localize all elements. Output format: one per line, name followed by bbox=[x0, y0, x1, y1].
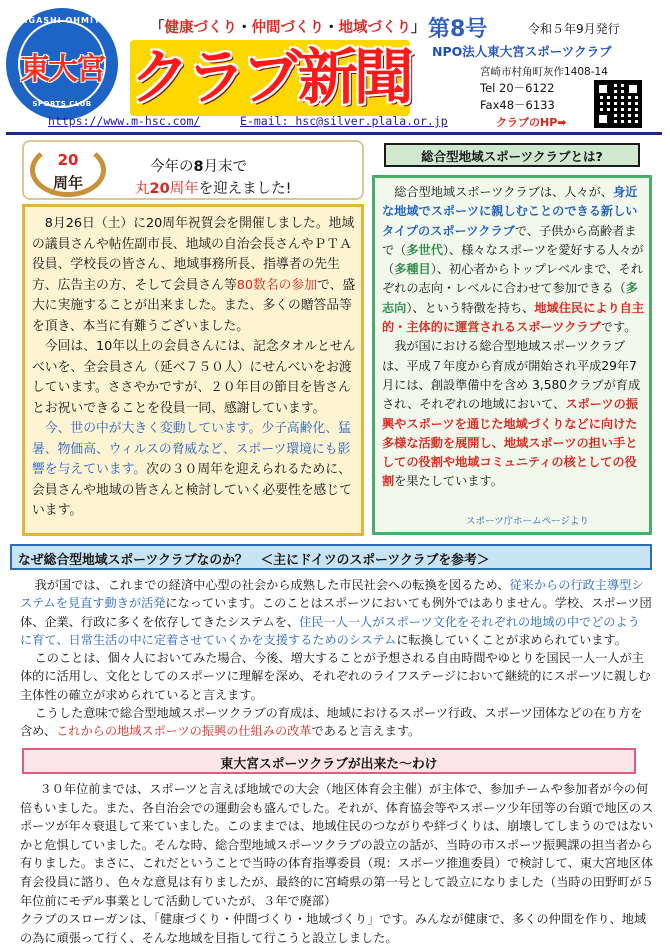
section-3-title: 東大宮スポーツクラブが出来た～わけ bbox=[220, 757, 438, 772]
paragraph: 8月26日（土）に20周年祝賀会を開催しました。地域の議員さんや帖佐副市長、地域の自治会長さんやＰＴＡ役員、学校長の皆さん、地域事務所長、指導者の先生方、広告主の方、そして会員さん等80数名の参加で、盛大に実施することが出来ました。また、多くの贈答品等を頂き、本当に有難うございました。 bbox=[32, 216, 356, 334]
qr-finder-icon bbox=[596, 112, 610, 126]
issue-date: 令和５年9月発行 bbox=[528, 22, 620, 36]
paragraph: ３０年位前までは、スポーツと言えば地域での大会（地区体育会主催）が主体で、参加チームや参加者が今の何倍もいました。また、各自治会での運動会も盛んでした。それが、体育協会等やスポーツ少年団等の台頭で地区のスポーツが年々衰退して来ていました。このままでは、地域住民のつながりや絆づくりは、崩壊してしまうのではないかと危惧していました。そんな時、総合型地域スポーツクラブの設立の話が、当時の市スポーツ振興課の担当者から有りました。まさに、これだということで当時の体育指導委員（現：スポーツ推進委員）で検討して、東大宮地区体育会役員に諮り、色々な意見は有りましたが、最終的に宮崎県の第一号として設立になりました（当時の田野町が５年位前にモデル事業として活動していたが、３年で廃部） bbox=[20, 782, 654, 908]
slogan: 「健康づくり・仲間づくり・地域づくり」 bbox=[150, 20, 426, 36]
paragraph: 我が国では、これまでの経済中心型の社会から成熟した市民社会への転換を図るため、従来からの行政主導型システムを見直す動きが活発になっています。このことはスポーツにおいても例外ではありません。学校、スポーツ団体、企業、行政に多くを依存してきたシステムを、住民一人一人がスポーツ文化をそれぞれの地域の中でどのように育て、日常生活の中に定着させていくかを支援するためのシステムに転換していくことが求められています。 bbox=[20, 578, 652, 647]
header-divider bbox=[6, 132, 662, 135]
website-link[interactable]: https://www.m-hsc.com/ bbox=[48, 114, 201, 128]
fax: Fax48－6133 bbox=[480, 98, 555, 112]
section-2-text bbox=[20, 576, 652, 741]
paragraph: 今、世の中が大きく変動しています。少子高齢化、猛暑、物価高、ウィルスの脅威など、スポーツ環境にも影響を与えています。次の３０周年を迎えられるために、会員さんや地域の皆さんと検討していく必要性を感じています。 bbox=[32, 421, 352, 518]
slogan-community: 地域づくり bbox=[338, 20, 411, 36]
anniversary-line-2: 丸20周年を迎えました! bbox=[135, 181, 292, 197]
section-2-title: なぜ総合型地域スポーツクラブなのか？ ＜主にドイツのスポーツクラブを参考＞ bbox=[18, 553, 490, 568]
source-credit: スポーツ庁ホームページより bbox=[466, 516, 589, 527]
organization-name: NPO法人東大宮スポーツクラブ bbox=[432, 44, 612, 59]
paragraph: クラブのスローガンは、「健康づくり・仲間づくり・地域づくり」です。みんなが健康で、多くの仲間を作り、地域の為に頑張って行く、そんな地域を目指して行こうと設立しました。 bbox=[20, 912, 647, 944]
qr-finder-icon bbox=[596, 82, 610, 96]
homepage-label: クラブのHP➡ bbox=[496, 116, 567, 129]
issue-number: 第8号 bbox=[428, 17, 488, 42]
section-3-text bbox=[20, 780, 654, 944]
club-logo bbox=[6, 8, 118, 120]
paragraph: 総合型地域スポーツクラブは、人々が、身近な地域でスポーツに親しむことのできる新しいタイプのスポーツクラブで、子供から高齢者まで（多世代）、様々なスポーツを愛好する人々が（多種目）、初心者からトップレベルまで、それぞれの志向・レベルに合わせて参加できる（多志向）、という特徴を持ち、地域住民により自主的・主体的に運営されるスポーツクラブです。 bbox=[382, 185, 645, 335]
paragraph: このことは、個々人においてみた場合、今後、増大することが予想される自由時間やゆとりを国民一人一人が主体的に活用し、文化としてのスポーツに理解を深め、それぞれのライフステージにおいて継続的にスポーツに親しむ主体性の確立が求められていると言えます。 bbox=[20, 651, 651, 702]
qr-finder-icon bbox=[626, 82, 640, 96]
anniversary-number: 20 bbox=[57, 151, 79, 169]
slogan-health: 健康づくり bbox=[164, 20, 237, 36]
telephone: Tel 20－6122 bbox=[480, 81, 555, 95]
address: 宮崎市村角町灰作1408-14 bbox=[480, 66, 608, 78]
slogan-friends: 仲間づくり bbox=[251, 20, 324, 36]
masthead-title: クラブ新聞 bbox=[130, 43, 410, 113]
right-article-text bbox=[382, 183, 646, 492]
logo-top-text: HIGASHI OHMIYA bbox=[16, 16, 108, 25]
paragraph: 我が国における総合型地域スポーツクラブは、平成７年度から育成が開始され平成29年7月には、創設準備中を含め 3,580クラブが育成され、それぞれの地域において、スポーツの振興やスポーツを通じた地域づくりなどに向けた多様な活動を展開し、地域スポーツの担い手としての役割や地域コミュニティの核としての役割を果たしています。 bbox=[382, 339, 641, 489]
paragraph: 今回は、10年以上の会員さんには、記念タオルとせんべいを、全会員さん（延べ７５０人）にせんべいをお渡しています。ささやかですが、２０年目の節目を皆さんとお祝いできることを役員一同、感謝しています。 bbox=[32, 339, 356, 416]
logo-main-text: 東大宮 bbox=[20, 52, 104, 87]
logo-bottom-text: SPORTS CLUB bbox=[32, 100, 92, 108]
anniversary-unit: 周年 bbox=[52, 174, 83, 192]
anniversary-line-1: 今年の8月末で bbox=[150, 159, 248, 175]
left-article-text bbox=[32, 214, 358, 522]
right-article-heading: 総合型地域スポーツクラブとは? bbox=[421, 149, 603, 164]
email-link[interactable]: E-mail: hsc@silver.plala.or.jp bbox=[240, 114, 448, 128]
paragraph: こうした意味で総合型地域スポーツクラブの育成は、地域におけるスポーツ行政、スポーツ団体などの在り方を含め、これからの地域スポーツの振興の仕組みの改革であると言えます。 bbox=[20, 706, 643, 739]
